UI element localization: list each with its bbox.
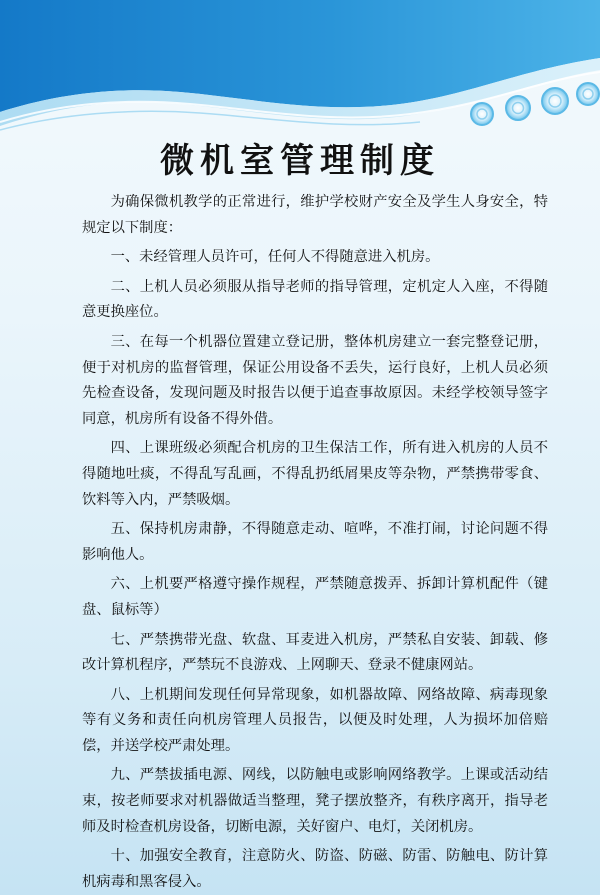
rule-item: 一、未经管理人员许可，任何人不得随意进入机房。 — [110, 249, 440, 266]
rule-item: 四、上课班级必须配合机房的卫生保洁工作，所有进入机房的人员不得随地吐痰，不得乱写乱画，不得乱扔纸屑果皮等杂物，严禁携带零食、饮料等入内，严禁吸烟。 — [82, 440, 548, 508]
rule-item: 三、在每一个机器位置建立登记册，整体机房建立一套完整登记册，便于对机房的监督管理，保证公用设备不丢失，运行良好，上机人员必须先检查设备，发现问题及时报告以便于追查事故原因。未经学校领导签字同意，机房所有设备不得外借。 — [82, 333, 548, 427]
rule-item: 八、上机期间发现任何异常现象，如机器故障、网络故障、病毒现象等有义务和责任向机房管理人员报告，以便及时处理，人为损坏加倍赔偿，并送学校严肃处理。 — [82, 686, 548, 754]
rule-item: 九、严禁拔插电源、网线，以防触电或影响网络教学。上课或活动结束，按老师要求对机器做适当整理，凳子摆放整齐，有秩序离开，指导老师及时检查机房设备，切断电源，关好窗户、电灯，关闭机房。 — [82, 767, 548, 835]
page-title: 微机室管理制度 — [160, 141, 440, 181]
rule-item: 七、严禁携带光盘、软盘、耳麦进入机房，严禁私自安装、卸载、修改计算机程序，严禁玩不良游戏、上网聊天、登录不健康网站。 — [82, 631, 548, 674]
rule-item: 二、上机人员必须服从指导老师的指导管理，定机定人入座，不得随意更换座位。 — [82, 278, 548, 321]
intro-paragraph: 为确保微机教学的正常进行，维护学校财产安全及学生人身安全，特规定以下制度： — [82, 194, 548, 236]
rule-item: 六、上机要严格遵守操作规程，严禁随意拨弄、拆卸计算机配件（键盘、鼠标等） — [82, 576, 548, 618]
rule-item: 五、保持机房肃静，不得随意走动、喧哗，不准打闹，讨论问题不得影响他人。 — [82, 521, 548, 563]
header-wave-decoration — [0, 0, 600, 140]
regulation-body — [82, 190, 548, 895]
rule-item: 十、加强安全教育，注意防火、防盗、防磁、防雷、防触电、防计算机病毒和黑客侵入。 — [82, 848, 548, 890]
